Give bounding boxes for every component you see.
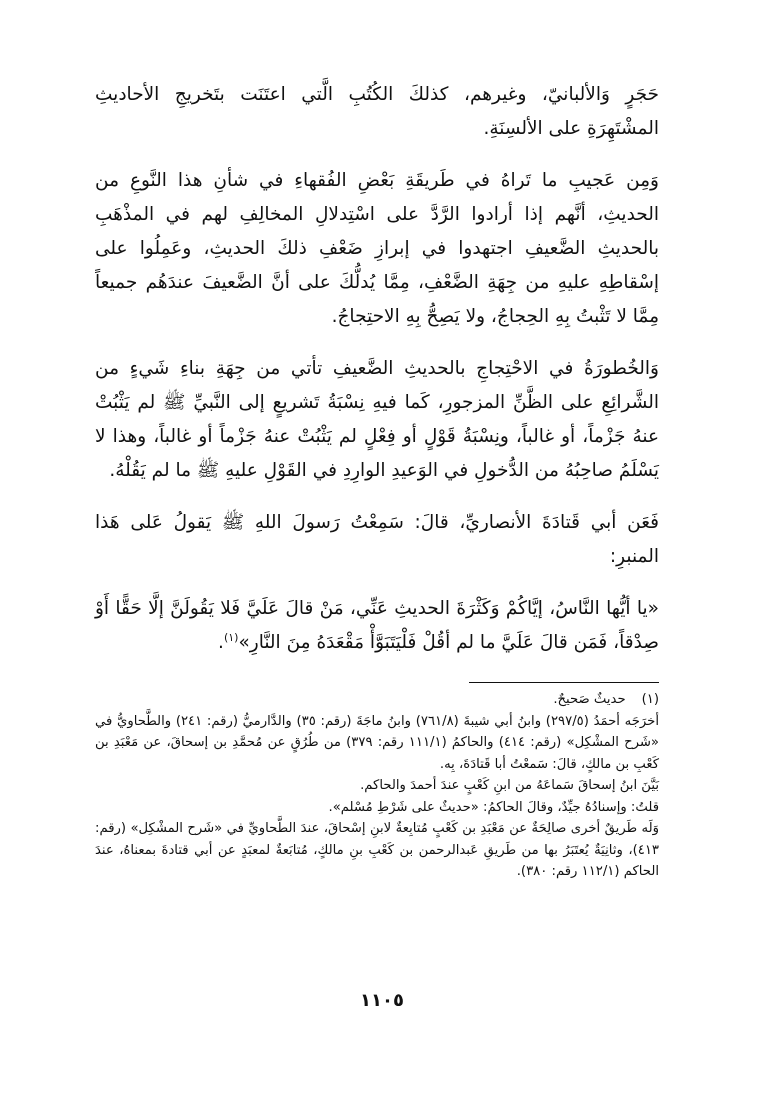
hadith-end: . (218, 632, 224, 653)
page-number: ١١٠٥ (360, 990, 404, 1011)
footnotes (95, 689, 659, 883)
footnote-heading-line (95, 689, 659, 711)
paragraph-gap (95, 334, 659, 352)
page-content (95, 78, 659, 883)
paragraph-gap (95, 488, 659, 506)
paragraph-1: حَجَرٍ وَالألبانيّ، وغيرهم، كذلكَ الكُتُبِ الَّتي اعتَنَت بتَخريجِ الأحاديثِ المشْتَهِرَةِ على الألسِنَةِ. (95, 84, 659, 139)
footnote-line: قلتُ: وإسنادُهُ جيِّدٌ، وقالَ الحاكمُ: «حديثٌ على شَرْطِ مُسْلم». (328, 799, 659, 815)
paragraph-gap (95, 574, 659, 592)
paragraph-2: وَمِن عَجيبِ ما تَراهُ في طَريقَةِ بَعْضِ الفُقهاءِ في شأنِ هذا النَّوعِ من الحديثِ، أنَّهم إذا أرادوا الرَّدَّ على اسْتِدلالِ المخالِفِ لهم في المذْهَبِ بالحديثِ الضَّعيفِ اجتهدوا في إبرازِ ضَعْفِ ذلكَ الحديثِ، وعَمِلُوا على إسْقاطِهِ عليهِ من جِهَةِ الضَّعْفِ، مِمَّا يُدلُّكَ على أنَّ الضَّعيفَ عندَهُم جميعاً مِمَّا لا تَثْبتُ بِهِ الحِجاجُ، ولا يَصِحُّ بِهِ الاحتِجاجُ. (95, 170, 659, 327)
hadith-text: «يا أيُّها النَّاسُ، إيَّاكُمْ وَكَثْرَةَ الحديثِ عَنِّي، مَنْ قالَ عَلَيَّ فَلا يَقُولَنَّ إلَّا حَقًّا أَوْ صِدْقاً، فَمَن قالَ عَلَيَّ ما لم أقُلْ فَلْيَتَبَوَّأْ مَقْعَدَهُ مِنَ النَّارِ» (95, 598, 659, 653)
paragraph-3: وَالخُطورَةُ في الاحْتِجاجِ بالحديثِ الضَّعيفِ تأتي من جِهَةِ بناءِ شَيءٍ من الشَّرائِعِ على الظَّنِّ المزجورِ، كَما فيهِ نِسْبَةُ تَشريعٍ إلى النَّبيِّ ﷺ لم يَثْبُتْ عنهُ جَزْماً، أو غالباً، ونِسْبَةُ قَوْلٍ أو فِعْلٍ لم يَثْبُتْ عنهُ جَزْماً أو غالباً، وهذا لا يَسْلَمُ صاحِبُهُ من الدُّخولِ في الوَعيدِ الوارِدِ في القَوْلِ عليهِ ﷺ ما لم يَقُلْهُ. (95, 358, 659, 481)
footnote-line: أخرَجَه أحمَدُ (٢٩٧/٥) وابنُ أبي شيبةَ (٧٦١/٨) وابنُ ماجَةَ (رقم: ٣٥) والدَّارميُّ (رقم: ٢٤١) والطَّحاويُّ في «شَرح المشْكِل» (رقم: ٤١٤) والحاكمُ (١١١/١ رقم: ٣٧٩) من طُرُقٍ عن مُحمَّدِ بن إسحاقَ، عن مَعْبَدِ بن كَعْبِ بن مالكٍ، قالَ: سَمعْتُ أبا قَتادَةَ، بِه. (95, 713, 659, 772)
footnote-number: (١) (641, 692, 659, 707)
hadith-quote (95, 592, 659, 660)
footnote-heading: حديثٌ صَحيحٌ. (553, 692, 626, 707)
paragraph-4: فَعَن أبي قَتادَةَ الأنصاريِّ، قالَ: سَمِعْتُ رَسولَ اللهِ ﷺ يَقولُ عَلى هَذا المنبرِ: (95, 512, 659, 567)
paragraph-gap (95, 146, 659, 164)
footnote-line: بَيَّنَ ابنُ إسحاقَ سَماعَهُ من ابنِ كَعْبٍ عندَ أحمدَ والحاكم. (360, 778, 659, 793)
footnote-reference[interactable]: (١) (223, 630, 239, 644)
footnote-separator (469, 682, 659, 683)
footnote-line: وَلَه طَريقٌ أخرى صالِحَةٌ عن مَعْبَدِ بن كَعْبٍ مُتابِعةٌ لابنِ إسْحاقَ، عندَ الطَّحاويِّ في «شَرح المشْكِل» (رقم: ٤١٣)، وثانِيَةٌ يُعتَبَرُ بها من طَريقِ عَبدالرحمن بن كَعْبِ بنِ مالكٍ، مُتابَعةٌ لمعبَدٍ عن أبي قتادةَ بمعناهُ، عندَ الحاكم (١١٢/١ رقم: ٣٨٠). (95, 821, 659, 879)
